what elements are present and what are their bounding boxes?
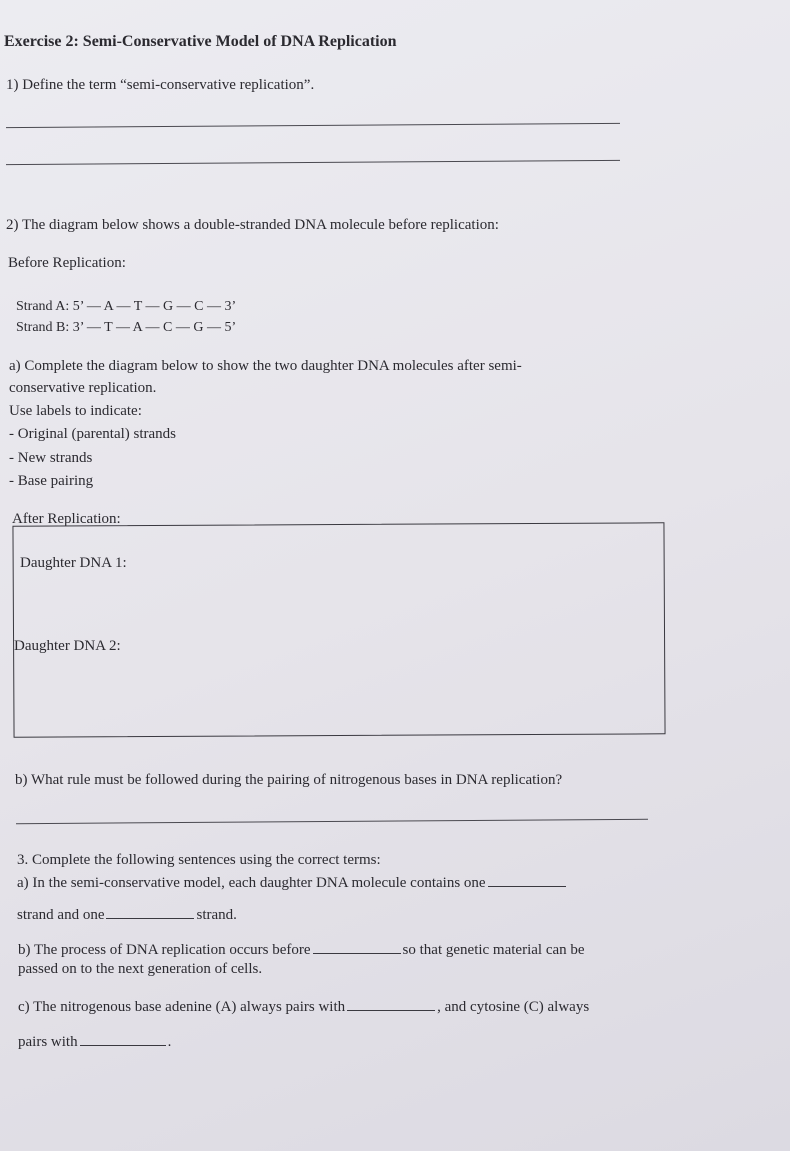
label-item: - Original (parental) strands: [9, 426, 177, 442]
question-2a-line1: a) Complete the diagram below to show the two daughter DNA molecules after semi-: [9, 358, 522, 374]
exercise-title: Exercise 2: Semi-Conservative Model of DNA Replication: [4, 33, 397, 50]
question-3c-line1: [18, 995, 589, 1016]
question-3: 3. Complete the following sentences using the correct terms:: [17, 852, 381, 868]
strand-a: Strand A: 5’ — A — T — G — C — 3’: [16, 299, 237, 314]
question-2a-line3: Use labels to indicate:: [9, 403, 142, 419]
sentence-text: .: [167, 1034, 172, 1050]
question-3a-line2: [17, 903, 237, 924]
sentence-text: b) The process of DNA replication occurs before: [18, 942, 311, 958]
fill-blank[interactable]: [313, 938, 401, 954]
question-2b: b) What rule must be followed during the pairing of nitrogenous bases in DNA replication?: [15, 772, 563, 788]
daughter-dna-1-label: Daughter DNA 1:: [20, 555, 127, 571]
answer-line: [16, 819, 648, 824]
sentence-text: so that genetic material can be: [402, 942, 585, 958]
sentence-text: c) The nitrogenous base adenine (A) always pairs with: [18, 999, 346, 1015]
sentence-text: pairs with: [18, 1034, 78, 1050]
sentence-text: , and cytosine (C) always: [437, 999, 590, 1015]
sentence-text: strand and one: [17, 907, 105, 923]
sentence-text: a) In the semi-conservative model, each daughter DNA molecule contains one: [17, 875, 486, 891]
question-3c-line2: [18, 1030, 171, 1051]
after-label: After Replication:: [12, 511, 121, 527]
question-1: 1) Define the term “semi-conservative replication”.: [6, 77, 315, 93]
label-item: - Base pairing: [9, 473, 94, 489]
question-3b-line2: passed on to the next generation of cells.: [18, 961, 263, 977]
fill-blank[interactable]: [347, 995, 435, 1011]
question-2a-line2: conservative replication.: [9, 380, 157, 396]
strand-b: Strand B: 3’ — T — A — C — G — 5’: [16, 320, 237, 335]
question-2: 2) The diagram below shows a double-stranded DNA molecule before replication:: [6, 217, 499, 233]
label-item: - New strands: [9, 450, 93, 466]
answer-line: [6, 160, 620, 165]
question-3a-line1: [17, 871, 568, 892]
fill-blank[interactable]: [488, 871, 566, 887]
fill-blank[interactable]: [106, 903, 194, 919]
before-label: Before Replication:: [8, 255, 126, 271]
daughter-dna-2-label: Daughter DNA 2:: [14, 638, 121, 654]
answer-line: [6, 123, 620, 128]
sentence-text: strand.: [196, 907, 237, 923]
fill-blank[interactable]: [80, 1030, 166, 1046]
question-3b-line1: [18, 938, 585, 959]
